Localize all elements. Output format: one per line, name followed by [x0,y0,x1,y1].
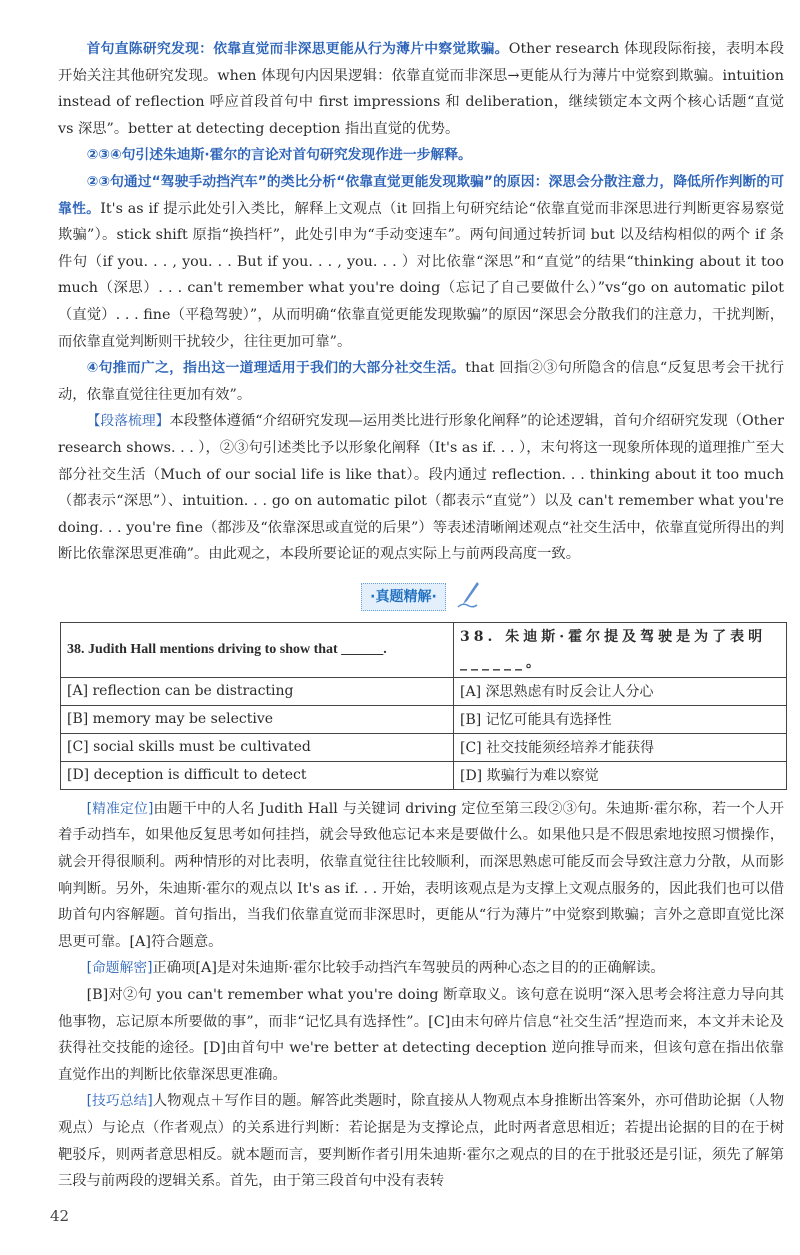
option-d-zh: [D] 欺骗行为难以察觉 [454,761,787,789]
option-row [61,677,787,705]
analysis-body: Other research 体现段际衔接，表明本段开始关注其他研究发现。when 体现句内因果逻辑：依靠直觉而非深思→更能从行为薄片中觉察到欺骗。intuition instead of reflection 呼应首段首句中 first impressions 和 deliberation，继续锁定本文两个核心话题“直觉 vs 深思”。better at detecting deception 指出直觉的优势。 [58,41,784,137]
option-d-en: [D] deception is difficult to detect [61,761,454,789]
option-b-en: [B] memory may be selective [61,705,454,733]
section-heading [58,580,784,614]
analysis-lead: 首句直陈研究发现：依靠直觉而非深思更能从行为薄片中察觉欺骗。 [86,41,509,57]
question-table [60,622,787,790]
option-a-en: [A] reflection can be distracting [61,677,454,705]
analysis-lead: ②③④句引述朱迪斯·霍尔的言论对首句研究发现作进一步解释。 [86,147,472,164]
analysis-lead: ②③句通过“驾驶手动挡汽车”的类比分析“依靠直觉更能发现欺骗”的原因：深思会分散注意力，降低所作判断的可靠性。 [58,173,784,217]
option-b-zh: [B] 记忆可能具有选择性 [454,705,787,733]
option-row [61,705,787,733]
distractor-paragraph: [B]对②句 you can't remember what you're doing 断章取义。该句意在说明“深入思考会将注意力导向其他事物，忘记原本所要做的事”，而非“记忆具有选择性”。[C]由末句碎片信息“社交生活”捏造而来，本文并未论及获得社交技能的途径。[D]由首句中 we're better at detecting deception 逆向推导而来，但该句意在指出依靠直觉作出的判断比依靠深思更准确。 [58,987,784,1083]
option-c-zh: [C] 社交技能须经培养才能获得 [454,733,787,761]
pen-icon [455,580,481,614]
question-stem-en: 38. Judith Hall mentions driving to show that ______. [61,622,454,677]
section-title: ·真题精解· [361,583,446,611]
skill-body: 人物观点＋写作目的题。解答此类题时，除直接从人物观点本身推断出答案外，亦可借助论据（人物观点）与论点（作者观点）的关系进行判断：若论据是为支撑论点，此时两者意思相近；若提出论据的目的在于树靶驳斥，则两者意思相反。就本题而言，要判断作者引用朱迪斯·霍尔之观点的目的在于批驳还是引证，须先了解第三段与前两段的逻辑关系。首先，由于第三段首句中没有表转 [58,1093,785,1190]
answer-explanation [58,796,784,1195]
analysis-p5 [58,408,784,568]
locate-body: 由题干中的人名 Judith Hall 与关键词 driving 定位至第三段②③句。朱迪斯·霍尔称，若一个人开着手动挡车，如果他反复思考如何挂挡，就会导致他忘记本来是要做什么。如果他只是不假思索地按照习惯操作，就会开得很顺利。两种情形的对比表明，依靠直觉往往比较顺利，而深思熟虑可能反而会导致注意力分散，从而影响判断。另外，朱迪斯·霍尔的观点以 It's as if. . . 开始，表明该观点是为支撑上文观点服务的，因此我们也可以借助首句内容解题。首句指出，当我们依靠直觉而非深思时，更能从“行为薄片”中觉察到欺骗；言外之意即直觉比深思更可靠。[A]符合题意。 [58,800,785,950]
analysis-lead: ④句推而广之，指出这一道理适用于我们的大部分社交生活。 [86,360,466,377]
locate-paragraph [58,796,784,956]
page-number: 42 [50,1206,70,1225]
paragraph-analysis [58,36,784,568]
decode-body: 正确项[A]是对朱迪斯·霍尔比较手动挡汽车驾驶员的两种心态之目的的正确解读。 [152,960,665,977]
question-stem-row [61,622,787,677]
option-c-en: [C] social skills must be cultivated [61,733,454,761]
analysis-body: It's as if 提示此处引入类比，解释上文观点（it 回指上句研究结论“依靠直觉而非深思进行判断更容易察觉欺骗”）。stick shift 原指“换挡杆”，此处引申为“手动变速车”。两句间通过转折词 but 以及结构相似的两个 if 条件句（if you. . . , you. . . But if you. . . , you. . . ）对比依靠“深思”和“直觉”的结果“thinking about it too much（深思）. . . can't remember what you're doing（忘记了自己要做什么）”vs“go on automatic pilot（直觉）. . . fine（平稳驾驶）”，从而明确“依靠直觉更能发现欺骗”的原因“深思会分散我们的注意力，干扰判断，而依靠直觉判断则干扰较少，往往更加可靠”。 [58,200,784,350]
option-row [61,761,787,789]
paragraph-summary-tag: 【段落梳理】 [86,413,170,430]
skill-tag: [技巧总结] [86,1093,153,1110]
analysis-p4 [58,355,784,408]
option-row [61,733,787,761]
analysis-p3 [58,169,784,355]
decode-paragraph [58,955,784,982]
decode-tag: [命题解密] [86,960,153,977]
locate-tag: [精准定位] [86,800,154,817]
question-stem-zh: 38. 朱迪斯·霍尔提及驾驶是为了表明______。 [454,622,787,677]
analysis-p1 [58,36,784,142]
skill-paragraph [58,1088,784,1194]
analysis-body: that 回指②③句所隐含的信息“反复思考会干扰行动，依靠直觉往往更加有效”。 [58,360,784,403]
option-a-zh: [A] 深思熟虑有时反会让人分心 [454,677,787,705]
analysis-p2 [58,142,784,169]
analysis-body: 本段整体遵循“介绍研究发现—运用类比进行形象化阐释”的论述逻辑，首句介绍研究发现（Other research shows. . . ），②③句引述类比予以形象化阐释（It's as if. . . ），末句将这一现象所体现的道理推广至大部分社交生活（Much of our social life is like that）。段内通过 reflection. . . thinking about it too much（都表示“深思”）、intuition. . . go on automatic pilot（都表示“直觉”）以及 can't remember what you're doing. . . you're fine（都涉及“依靠深思或直觉的后果”）等表述清晰阐述观点“社交生活中，依靠直觉所得出的判断比依靠深思更准确”。由此观之，本段所要论证的观点实际上与前两段高度一致。 [58,413,784,563]
